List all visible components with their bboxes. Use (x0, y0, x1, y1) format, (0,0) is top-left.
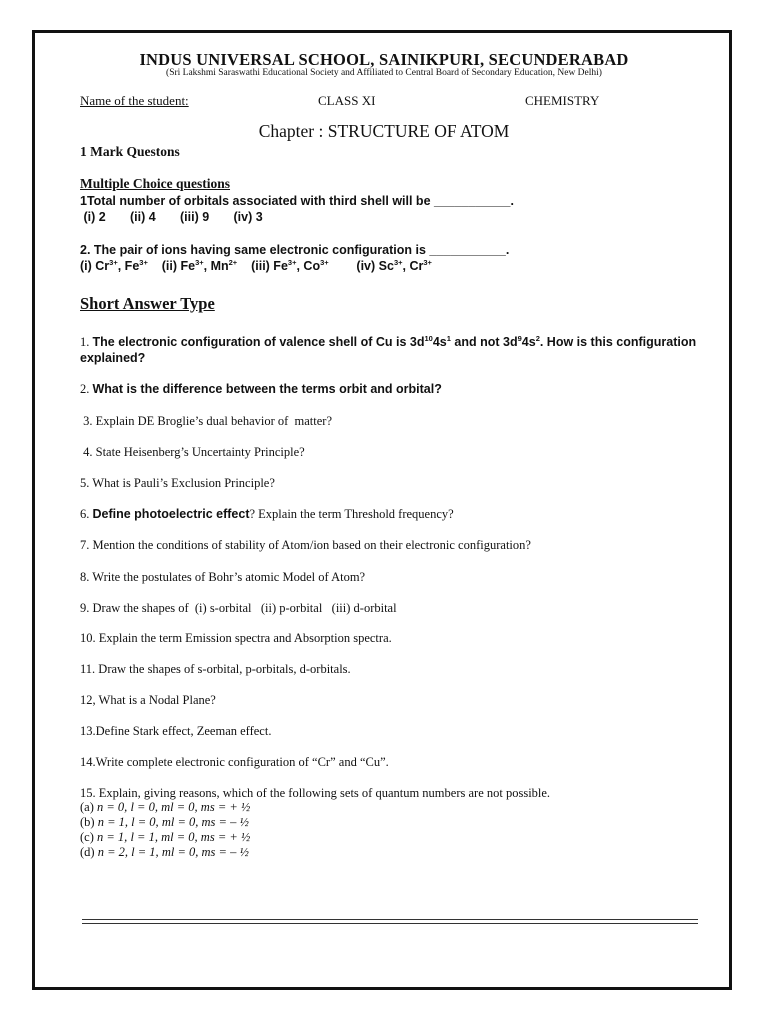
subject-label: CHEMISTRY (525, 93, 600, 108)
school-name: INDUS UNIVERSAL SCHOOL, SAINIKPURI, SECUNDERABAD (139, 50, 629, 69)
short-answer-question-4: 4. State Heisenberg’s Uncertainty Principle? (80, 445, 305, 459)
quantum-option-a: (a) n = 0, l = 0, ml = 0, ms = + ½ (80, 800, 251, 814)
short-answer-question-14: 14.Write complete electronic configuration of “Cr” and “Cu”. (80, 755, 389, 769)
mcq-question-2: 2. The pair of ions having same electronic configuration is ___________. (80, 243, 510, 257)
short-answer-question-10: 10. Explain the term Emission spectra and Absorption spectra. (80, 631, 392, 645)
short-answer-question-15: 15. Explain, giving reasons, which of the following sets of quantum numbers are not possible. (80, 786, 551, 800)
short-answer-question-3: 3. Explain DE Broglie’s dual behavior of matter? (80, 414, 333, 428)
quantum-option-d: (d) n = 2, l = 1, ml = 0, ms = – ½ (80, 845, 249, 859)
chapter-title: Chapter : STRUCTURE OF ATOM (258, 121, 510, 141)
short-answer-question-11: 11. Draw the shapes of s-orbital, p-orbitals, d-orbitals. (80, 662, 351, 676)
quantum-option-b: (b) n = 1, l = 0, ml = 0, ms = – ½ (80, 815, 249, 829)
short-answer-question-2: 2. What is the difference between the terms orbit and orbital? (80, 382, 442, 396)
quantum-option-c: (c) n = 1, l = 1, ml = 0, ms = + ½ (80, 830, 251, 844)
short-answer-question-12: 12, What is a Nodal Plane? (80, 693, 216, 707)
one-mark-heading: 1 Mark Questons (80, 144, 180, 159)
mcq-question-1: 1Total number of orbitals associated with third shell will be ___________. (80, 194, 514, 208)
short-answer-question-8: 8. Write the postulates of Bohr’s atomic Model of Atom? (80, 570, 366, 584)
affiliation-line: (Sri Lakshmi Saraswathi Educational Society and Affiliated to Central Board of Secondary Education, New Delhi) (166, 68, 602, 78)
class-label: CLASS XI (318, 93, 376, 108)
short-answer-question-5: 5. What is Pauli’s Exclusion Principle? (80, 476, 275, 490)
short-answer-heading: Short Answer Type (80, 294, 215, 313)
mcq-question-2-options: (i) $Cr^{3+}$, $Fe^{3+}$ (ii) $Fe^{3+}$, $Mn^{2+}$ (iii) $Fe^{3+}$, $Co^{3+}$ (iv) $Sc^{3+}$, $Cr^{3+}$ (80, 257, 432, 273)
short-answer-question-6: 6. Define photoelectric effect? Explain the term Threshold frequency? (80, 507, 454, 521)
short-answer-question-9: 9. Draw the shapes of (i) s-orbital (ii) p-orbital (iii) d-orbital (80, 601, 397, 615)
short-answer-question-1: 1. The electronic configuration of valence shell of Cu is $3d^{10}4s^1$ and not $3d^94s^2$. How is this configuration explained? (80, 333, 697, 365)
student-name-label: Name of the student: (80, 93, 189, 108)
mcq-question-1-options: (i) 2 (ii) 4 (iii) 9 (iv) 3 (80, 210, 263, 224)
mcq-heading: Multiple Choice questions (80, 176, 231, 191)
short-answer-question-7: 7. Mention the conditions of stability of Atom/ion based on their electronic configuration? (80, 538, 531, 552)
short-answer-question-13: 13.Define Stark effect, Zeeman effect. (80, 724, 272, 738)
double-rule-divider (82, 919, 698, 924)
